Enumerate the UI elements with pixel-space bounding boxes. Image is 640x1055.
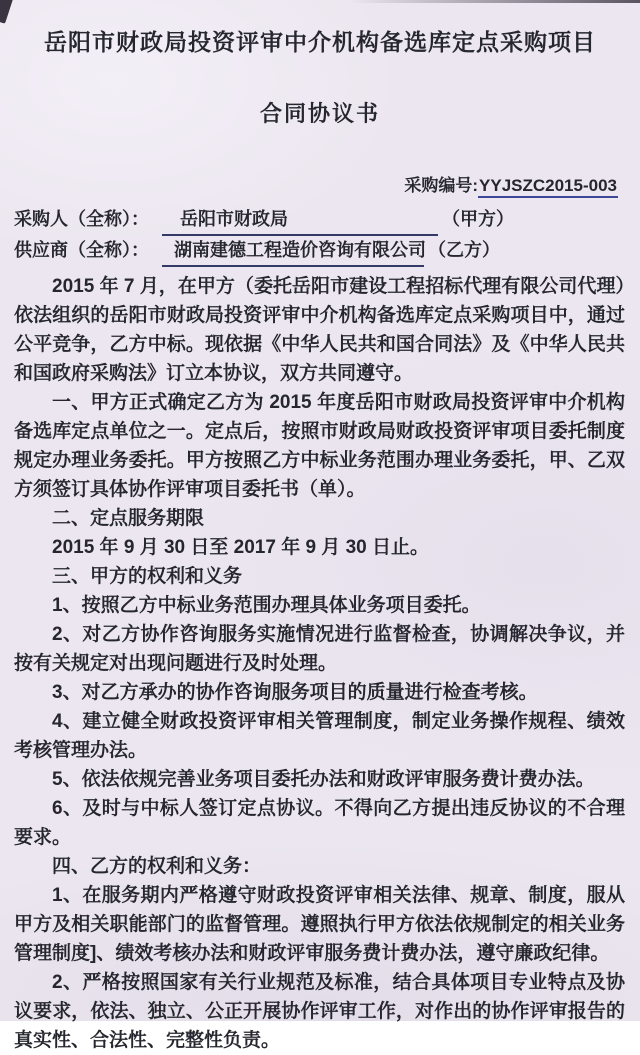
document-subtitle: 合同协议书 bbox=[259, 101, 380, 127]
paragraph-preamble: 2015 年 7 月，在甲方（委托岳阳市建设工程招标代理有限公司代理）依法组织的岳阳市财政局投资评审中介机构备选库定点采购项目中，通过公平竞争，乙方中标。现依据《中华人民共和国合同法》及《中华人民共和国政府采购法》订立本协议，双方共同遵守。 bbox=[14, 276, 625, 385]
paragraph-clause-2-heading: 二、定点服务期限 bbox=[52, 508, 205, 530]
supplier-role: （乙方） bbox=[428, 240, 500, 261]
paragraph-clause-3-item-3: 3、对乙方承办的协作咨询服务项目的质量进行检查考核。 bbox=[52, 682, 538, 704]
parties-section bbox=[0, 205, 640, 267]
paragraph-clause-1: 一、甲方正式确定乙方为 2015 年度岳阳市财政局投资评审中介机构备选库定点单位之一。定点后，按照市财政局财政投资评审项目委托制度规定办理业务委托。甲方按照乙方中标业务范围办理业务委托，甲、乙双方须签订具体协作评审项目委托书（单）。 bbox=[14, 392, 625, 501]
supplier-name: 湖南建德工程造价咨询有限公司 bbox=[162, 236, 424, 267]
paragraph-clause-4-item-1: 1、在服务期内严格遵守财政投资评审相关法律、规章、制度，服从甲方及相关职能部门的监督管理。遵照执行甲方依法依规制定的相关业务管理制度]、绩效考核办法和财政评审服务费计费办法，遵守廉政纪律。 bbox=[14, 885, 625, 965]
procurement-number-label: 采购编号: bbox=[404, 176, 479, 196]
scan-edge-artifact bbox=[350, 0, 640, 3]
paragraph-clause-4-item-2: 2、严格按照国家有关行业规范及标准，结合具体项目专业特点及协议要求，依法、独立、公正开展协作评审工作，对作出的协作评审报告的真实性、合法性、完整性负责。 bbox=[14, 972, 625, 1052]
procurement-number-line bbox=[0, 171, 640, 196]
paragraph-clause-3-item-6: 6、及时与中标人签订定点协议。不得向乙方提出违反协议的不合理要求。 bbox=[14, 798, 625, 849]
procurement-number-value: YYJSZC2015-003 bbox=[478, 176, 618, 198]
buyer-label: 采购人（全称）： bbox=[14, 209, 149, 230]
supplier-label: 供应商（全称）： bbox=[14, 240, 149, 261]
supplier-line bbox=[14, 236, 640, 267]
buyer-name: 岳阳市财政局 bbox=[162, 205, 438, 236]
document-title: 岳阳市财政局投资评审中介机构备选库定点采购项目 bbox=[44, 29, 596, 55]
paragraph-clause-3-item-2: 2、对乙方协作咨询服务实施情况进行监督检查，协调解决争议，并按有关规定对出现问题进行及时处理。 bbox=[14, 624, 625, 675]
paragraph-clause-4-heading: 四、乙方的权利和义务： bbox=[52, 856, 262, 878]
paragraph-clause-2-term: 2015 年 9 月 30 日至 2017 年 9 月 30 日止。 bbox=[52, 537, 430, 559]
buyer-line bbox=[14, 205, 640, 236]
paragraph-clause-3-heading: 三、甲方的权利和义务 bbox=[52, 566, 243, 588]
contract-body bbox=[0, 272, 640, 1055]
paragraph-clause-3-item-1: 1、按照乙方中标业务范围办理具体业务项目委托。 bbox=[52, 595, 481, 617]
paragraph-clause-3-item-4: 4、建立健全财政投资评审相关管理制度，制定业务操作规程、绩效考核管理办法。 bbox=[14, 711, 625, 762]
buyer-role: （甲方） bbox=[442, 209, 514, 230]
paragraph-clause-3-item-5: 5、依法依规完善业务项目委托办法和财政评审服务费计费办法。 bbox=[52, 769, 595, 791]
